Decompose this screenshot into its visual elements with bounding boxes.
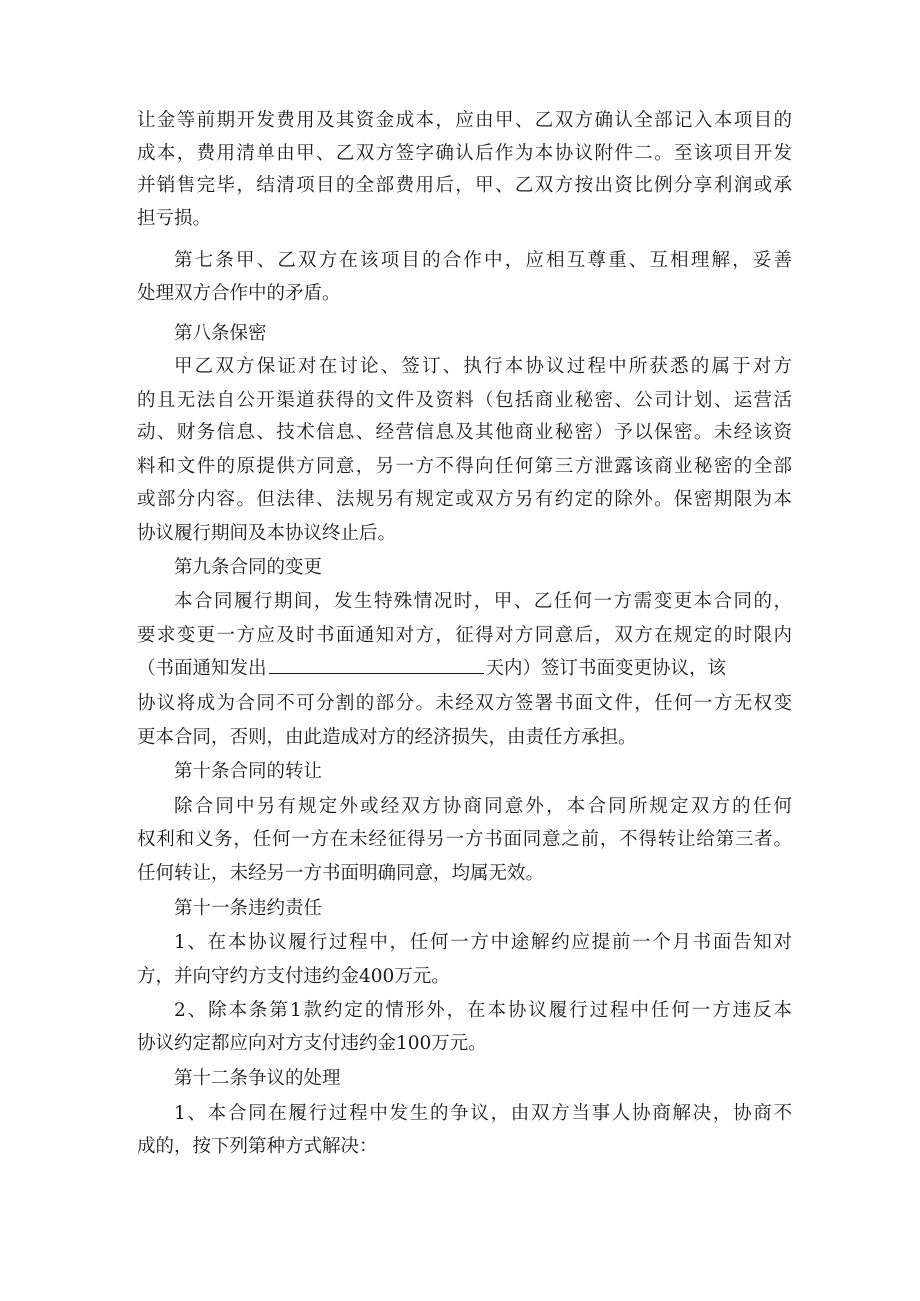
fill-in-suffix: 天内）签订书面变更协议，该 (485, 658, 727, 679)
article-7-line: 第七条甲、乙双方在该项目的合作中，应相互尊重、互相理解，妥善 (174, 250, 792, 271)
paragraph-line: 成的，按下列第种方式解决： (137, 1136, 378, 1157)
article-8-heading: 第八条保密 (174, 323, 267, 344)
blank-days-field[interactable] (269, 655, 484, 674)
paragraph-line: 让金等前期开发费用及其资金成本，应由甲、乙双方确认全部记入本项目的 (137, 110, 792, 131)
paragraph-line: 甲乙双方保证对在讨论、签订、执行本协议过程中所获悉的属于对方 (174, 356, 792, 377)
paragraph-line: 协议履行期间及本协议终止后。 (137, 523, 397, 544)
paragraph-line: 1、在本协议履行过程中，任何一方中途解约应提前一个月书面告知对 (174, 932, 792, 953)
paragraph-line: 协议约定都应向对方支付违约金100万元。 (137, 1033, 487, 1054)
paragraph-line: 更本合同，否则，由此造成对方的经济损失，由责任方承担。 (137, 727, 637, 748)
paragraph-line: 的且无法自公开渠道获得的文件及资料（包括商业秘密、公司计划、运营活 (137, 390, 792, 411)
paragraph-line: 权利和义务，任何一方在未经征得另一方书面同意之前，不得转让给第三者。 (137, 829, 792, 850)
paragraph-line: 本合同履行期间，发生特殊情况时，甲、乙任何一方需变更本合同的， (174, 591, 792, 612)
paragraph-line: 或部分内容。但法律、法规另有规定或双方另有约定的除外。保密期限为本 (137, 489, 792, 510)
paragraph-line: 并销售完毕，结清项目的全部费用后，甲、乙双方按出资比例分享利润或承 (137, 175, 792, 196)
article-11-heading: 第十一条违约责任 (174, 898, 323, 919)
article-9-heading: 第九条合同的变更 (174, 557, 323, 578)
fill-in-line (137, 655, 726, 683)
paragraph-line: 动、财务信息、技术信息、经营信息及其他商业秘密）予以保密。未经该资 (137, 422, 792, 443)
paragraph-line: 料和文件的原提供方同意，另一方不得向任何第三方泄露该商业秘密的全部 (137, 456, 792, 477)
paragraph-line: 成本，费用清单由甲、乙双方签字确认后作为本协议附件二。至该项目开发 (137, 143, 792, 164)
paragraph-line: 协议将成为合同不可分割的部分。未经双方签署书面文件，任何一方无权变 (137, 693, 792, 714)
paragraph-line: 除合同中另有规定外或经双方协商同意外，本合同所规定双方的任何 (174, 796, 792, 817)
paragraph-line: 要求变更一方应及时书面通知对方，征得对方同意后，双方在规定的时限内 (137, 625, 792, 646)
paragraph-line: 任何转让，未经另一方书面明确同意，均属无效。 (137, 863, 545, 884)
paragraph-line: 2、除本条第1款约定的情形外，在本协议履行过程中任何一方违反本 (174, 1000, 792, 1021)
article-10-heading: 第十条合同的转让 (174, 761, 323, 782)
article-12-heading: 第十二条争议的处理 (174, 1068, 341, 1089)
paragraph-line: 担亏损。 (137, 208, 212, 229)
paragraph-line: 处理双方合作中的矛盾。 (137, 283, 341, 304)
paragraph-line: 方，并向守约方支付违约金400万元。 (137, 966, 450, 987)
paragraph-line: 1、本合同在履行过程中发生的争议，由双方当事人协商解决，协商不 (174, 1103, 792, 1124)
fill-in-prefix: （书面通知发出 (137, 658, 267, 679)
